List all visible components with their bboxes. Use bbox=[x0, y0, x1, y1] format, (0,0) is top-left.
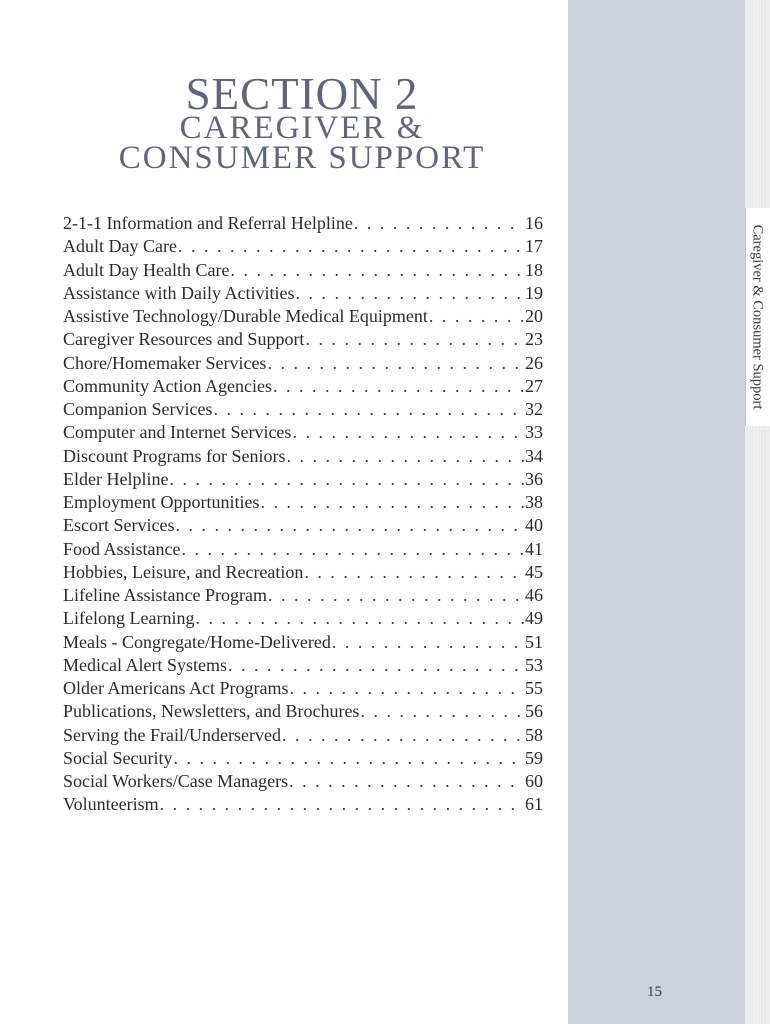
toc-entry-page: 19 bbox=[525, 282, 543, 303]
toc-entry-page: 46 bbox=[525, 585, 543, 605]
toc-entry-page: 60 bbox=[525, 771, 543, 791]
toc-leader-dots bbox=[295, 282, 524, 305]
toc-leader-dots bbox=[282, 724, 524, 747]
toc-entry-label: Employment Opportunities bbox=[63, 492, 260, 512]
toc-entry-page: 23 bbox=[525, 329, 543, 350]
toc-leader-dots bbox=[273, 375, 524, 398]
toc-leader-dots bbox=[228, 654, 524, 677]
side-band bbox=[568, 0, 745, 1024]
section-title: SECTION 2 bbox=[185, 69, 419, 119]
toc-entry[interactable] bbox=[63, 282, 543, 305]
toc-entry-label: Social Workers/Case Managers bbox=[63, 771, 289, 791]
toc-leader-dots bbox=[286, 445, 524, 468]
toc-entry-label: Serving the Frail/Underserved bbox=[63, 724, 281, 745]
toc-entry[interactable] bbox=[63, 607, 543, 630]
toc-leader-dots bbox=[169, 468, 524, 491]
toc-entry-label: Elder Helpline bbox=[63, 468, 169, 489]
page-number: 15 bbox=[647, 984, 662, 1000]
toc-entry-label: Lifeline Assistance Program bbox=[63, 585, 267, 605]
toc-entry-page: 41 bbox=[525, 538, 543, 559]
toc-entry[interactable] bbox=[63, 700, 543, 723]
toc-leader-dots bbox=[305, 328, 524, 351]
toc-leader-dots bbox=[195, 607, 524, 630]
toc-entry-label: Medical Alert Systems bbox=[63, 654, 227, 675]
page-edge-strip bbox=[745, 0, 770, 1024]
toc-entry-page: 33 bbox=[525, 422, 543, 443]
toc-leader-dots bbox=[304, 561, 524, 584]
section-subtitle-line1: CAREGIVER & bbox=[179, 110, 425, 146]
toc-entry-page: 58 bbox=[525, 724, 543, 745]
toc-leader-dots bbox=[260, 491, 524, 514]
toc-entry-page: 45 bbox=[525, 561, 543, 582]
toc-entry-page: 34 bbox=[525, 445, 543, 466]
toc-leader-dots bbox=[182, 538, 524, 561]
toc-entry-page: 17 bbox=[525, 236, 543, 257]
toc-entry-label: Escort Services bbox=[63, 515, 175, 536]
toc-entry-label: Lifelong Learning bbox=[63, 608, 195, 629]
toc-entry-page: 38 bbox=[525, 492, 543, 512]
toc-entry-page: 55 bbox=[525, 678, 543, 698]
toc-entry-page: 53 bbox=[525, 654, 543, 675]
toc-entry-label: Caregiver Resources and Support bbox=[63, 329, 305, 350]
toc-entry-page: 49 bbox=[525, 608, 543, 629]
toc-entry[interactable] bbox=[63, 421, 543, 444]
toc-leader-dots bbox=[429, 305, 524, 328]
toc-leader-dots bbox=[178, 235, 524, 258]
toc-entry-page: 18 bbox=[525, 259, 543, 280]
toc-entry[interactable] bbox=[63, 538, 543, 561]
toc-entry-label: Assistance with Daily Activities bbox=[63, 282, 295, 303]
toc-entry-page: 32 bbox=[525, 399, 543, 419]
toc-entry-page: 26 bbox=[525, 352, 543, 373]
toc-entry-page: 61 bbox=[525, 794, 543, 815]
toc-leader-dots bbox=[160, 793, 524, 816]
toc-entry[interactable] bbox=[63, 747, 543, 770]
toc-leader-dots bbox=[354, 212, 524, 235]
toc-leader-dots bbox=[268, 584, 524, 607]
toc-leader-dots bbox=[289, 677, 524, 700]
toc-entry[interactable] bbox=[63, 352, 543, 375]
section-tab-label: Caregiver & Consumer Support bbox=[749, 224, 766, 410]
toc-leader-dots bbox=[332, 631, 524, 654]
toc-entry-label: Chore/Homemaker Services bbox=[63, 352, 267, 373]
toc-leader-dots bbox=[289, 770, 524, 793]
toc-entry[interactable] bbox=[63, 793, 543, 816]
toc-entry[interactable] bbox=[63, 514, 543, 537]
toc-entry[interactable] bbox=[63, 654, 543, 677]
toc-entry[interactable] bbox=[63, 724, 543, 747]
toc-entry-label: Assistive Technology/Durable Medical Equipment bbox=[63, 306, 428, 326]
toc-entry[interactable] bbox=[63, 468, 543, 491]
toc-leader-dots bbox=[213, 398, 524, 421]
toc-entry[interactable] bbox=[63, 398, 543, 421]
toc-entry-page: 16 bbox=[525, 213, 543, 233]
toc-entry[interactable] bbox=[63, 677, 543, 700]
toc-entry-page: 20 bbox=[525, 306, 543, 326]
toc-entry-page: 51 bbox=[525, 631, 543, 652]
toc-leader-dots bbox=[230, 259, 524, 282]
toc-entry[interactable] bbox=[63, 212, 543, 235]
toc-entry-label: Discount Programs for Seniors bbox=[63, 445, 286, 466]
toc-entry-label: Food Assistance bbox=[63, 538, 181, 559]
toc-entry[interactable] bbox=[63, 491, 543, 514]
toc-entry-label: Adult Day Health Care bbox=[63, 259, 230, 280]
toc-leader-dots bbox=[267, 352, 524, 375]
toc-entry-page: 56 bbox=[525, 701, 543, 722]
toc-entry[interactable] bbox=[63, 770, 543, 793]
toc-entry-label: Publications, Newsletters, and Brochures bbox=[63, 701, 360, 722]
toc-entry-label: Computer and Internet Services bbox=[63, 422, 292, 443]
toc-entry-label: Older Americans Act Programs bbox=[63, 678, 289, 698]
toc-entry[interactable] bbox=[63, 305, 543, 328]
toc-entry-label: Community Action Agencies bbox=[63, 375, 272, 396]
toc-leader-dots bbox=[175, 514, 524, 537]
toc-entry-page: 27 bbox=[525, 375, 543, 396]
toc-entry-label: Social Security bbox=[63, 747, 173, 768]
toc-entry[interactable] bbox=[63, 631, 543, 654]
toc-entry-label: Adult Day Care bbox=[63, 236, 177, 257]
toc-entry[interactable] bbox=[63, 328, 543, 351]
toc-leader-dots bbox=[292, 421, 524, 444]
toc-entry-page: 40 bbox=[525, 515, 543, 536]
toc-entry[interactable] bbox=[63, 235, 543, 258]
toc-entry[interactable] bbox=[63, 561, 543, 584]
toc-leader-dots bbox=[360, 700, 524, 723]
toc-entry-label: 2-1-1 Information and Referral Helpline bbox=[63, 213, 353, 233]
toc-entry-label: Meals - Congregate/Home-Delivered bbox=[63, 631, 331, 652]
toc-entry-page: 36 bbox=[525, 468, 543, 489]
toc-entry[interactable] bbox=[63, 375, 543, 398]
toc-entry[interactable] bbox=[63, 445, 543, 468]
toc-entry[interactable] bbox=[63, 259, 543, 282]
toc-entry[interactable] bbox=[63, 584, 543, 607]
toc-leader-dots bbox=[173, 747, 524, 770]
toc-entry-label: Hobbies, Leisure, and Recreation bbox=[63, 561, 304, 582]
section-subtitle-line2: CONSUMER SUPPORT bbox=[118, 140, 486, 176]
toc-entry-label: Companion Services bbox=[63, 399, 213, 419]
table-of-contents bbox=[63, 212, 543, 817]
toc-entry-label: Volunteerism bbox=[63, 794, 159, 815]
toc-entry-page: 59 bbox=[525, 747, 543, 768]
